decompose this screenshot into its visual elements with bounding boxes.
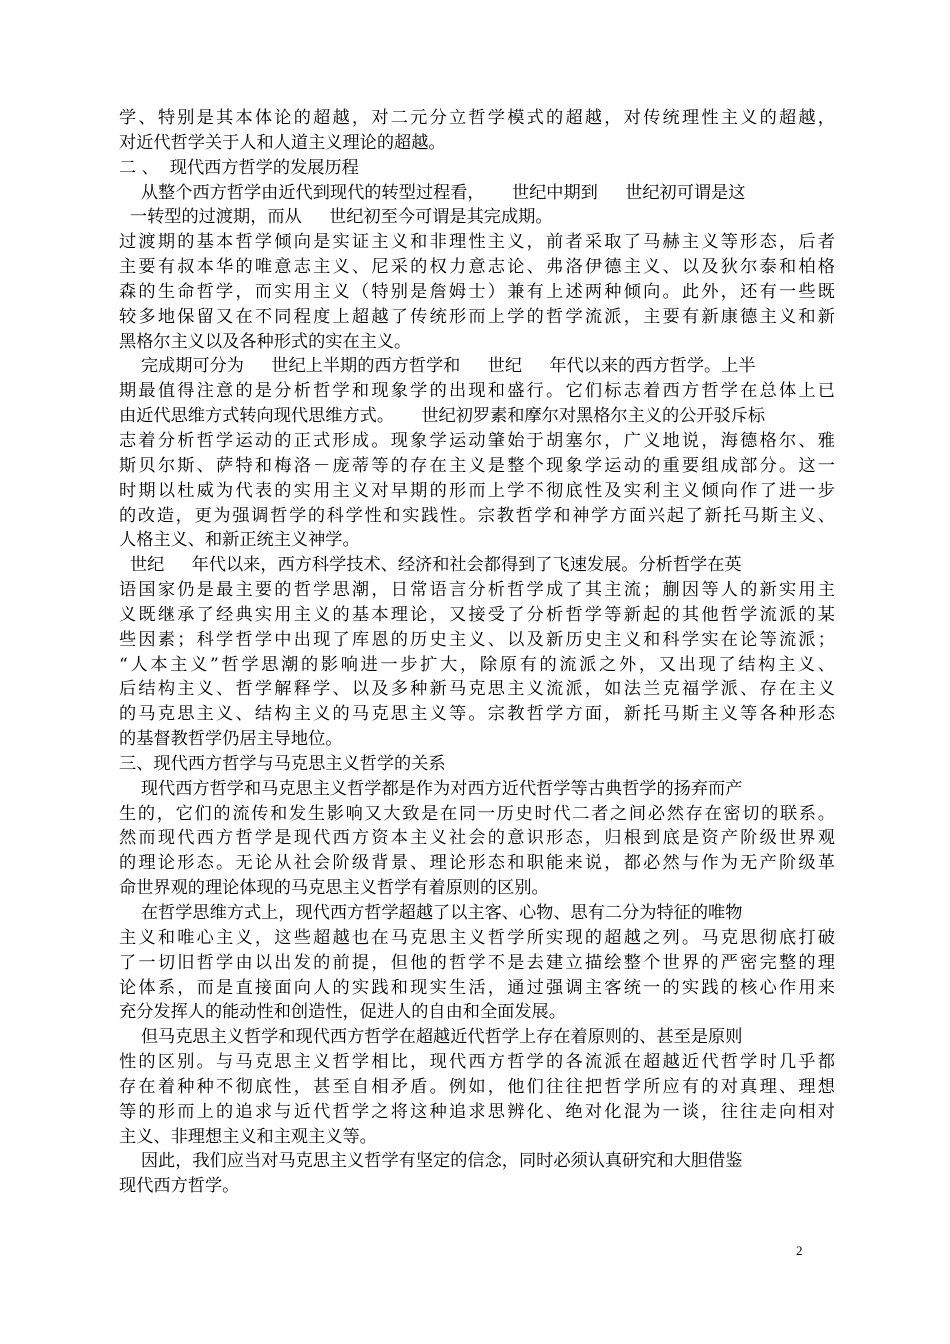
page-number: 2	[796, 1243, 803, 1258]
text-line: 期最值得注意的是分析哲学和现象学的出现和盛行。它们标志着西方哲学在总体上已	[119, 381, 835, 402]
text-line: 性的区别。与马克思主义哲学相比，现代西方哲学的各流派在超越近代哲学时几乎都	[119, 1052, 835, 1073]
body-text	[119, 106, 835, 1199]
text-line: 的理论形态。无论从社会阶级背景、理论形态和职能来说，都必然与作为无产阶级革	[119, 853, 835, 874]
text-line: 志着分析哲学运动的正式形成。现象学运动肇始于胡塞尔，广义地说，海德格尔、雅	[119, 430, 835, 451]
text-line: 三、现代西方哲学与马克思主义哲学的关系	[119, 753, 446, 774]
text-line: 对近代哲学关于人和人道主义理论的超越。	[119, 132, 446, 153]
text-line: 因此，我们应当对马克思主义哲学有坚定的信念，同时必须认真研究和大胆借鉴	[119, 1151, 743, 1172]
text-line: 义既继承了经典实用主义的基本理论，又接受了分析哲学等新起的其他哲学流派的某	[119, 604, 835, 625]
text-line: 但马克思主义哲学和现代西方哲学在超越近代哲学上存在着原则的、甚至是原则	[119, 1027, 743, 1048]
text-line: 由近代思维方式转向现代思维方式。 世纪初罗素和摩尔对黑格尔主义的公开驳斥标	[119, 406, 766, 427]
text-line: “人本主义”哲学思潮的影响进一步扩大，除原有的流派之外，又出现了结构主义、	[119, 654, 835, 675]
text-line: 论体系，而是直接面向人的实践和现实生活，通过强调主客统一的实践的核心作用来	[119, 977, 835, 998]
text-line: 些因素；科学哲学中出现了库恩的历史主义、以及新历史主义和科学实在论等流派；	[119, 629, 835, 650]
text-line: 等的形而上的追求与近代哲学之将这种追求思辨化、绝对化混为一谈，往往走向相对	[119, 1101, 835, 1122]
text-line: 从整个西方哲学由近代到现代的转型过程看， 世纪中期到 世纪初可谓是这	[119, 182, 746, 203]
text-line: 完成期可分为 世纪上半期的西方哲学和 世纪 年代以来的西方哲学。上半	[119, 356, 756, 377]
text-line: 一转型的过渡期，而从 世纪初至今可谓是其完成期。	[119, 207, 553, 228]
text-line: 时期以杜威为代表的实用主义对早期的形而上学不彻底性及实利主义倾向作了进一步	[119, 480, 835, 501]
text-line: 主义和唯心主义，这些超越也在马克思主义哲学所实现的超越之列。马克思彻底打破	[119, 927, 835, 948]
text-line: 然而现代西方哲学是现代西方资本主义社会的意识形态，归根到底是资产阶级世界观	[119, 828, 835, 849]
text-line: 主义、非理想主义和主观主义等。	[119, 1126, 377, 1147]
text-line: 过渡期的基本哲学倾向是实证主义和非理性主义，前者采取了马赫主义等形态，后者	[119, 232, 835, 253]
text-line: 人格主义、和新正统主义神学。	[119, 530, 360, 551]
text-line: 现代西方哲学。	[119, 1176, 240, 1197]
text-line: 二 、 现代西方哲学的发展历程	[119, 157, 359, 178]
text-line: 生的，它们的流传和发生影响又大致是在同一历史时代二者之间必然存在密切的联系。	[119, 803, 835, 824]
text-line: 斯贝尔斯、萨特和梅洛－庞蒂等的存在主义是整个现象学运动的重要组成部分。这一	[119, 455, 835, 476]
text-line: 世纪 年代以来，西方科学技术、经济和社会都得到了飞速发展。分析哲学在英	[119, 555, 742, 576]
text-line: 黑格尔主义以及各种形式的实在主义。	[119, 331, 412, 352]
text-line: 命世界观的理论体现的马克思主义哲学有着原则的区别。	[119, 878, 549, 899]
text-line: 学、特别是其本体论的超越，对二元分立哲学模式的超越，对传统理性主义的超越，	[119, 108, 835, 128]
text-line: 较多地保留又在不同程度上超越了传统形而上学的哲学流派，主要有新康德主义和新	[119, 306, 835, 327]
text-line: 存在着种种不彻底性，甚至自相矛盾。例如，他们往往把哲学所应有的对真理、理想	[119, 1076, 835, 1097]
text-line: 充分发挥人的能动性和创造性，促进人的自由和全面发展。	[119, 1002, 566, 1023]
text-line: 的改造，更为强调哲学的科学性和实践性。宗教哲学和神学方面兴起了新托马斯主义、	[119, 505, 835, 526]
text-line: 现代西方哲学和马克思主义哲学都是作为对西方近代哲学等古典哲学的扬弃而产	[119, 778, 743, 799]
text-line: 森的生命哲学，而实用主义（特别是詹姆士）兼有上述两种倾向。此外，还有一些既	[119, 281, 835, 302]
text-line: 在哲学思维方式上，现代西方哲学超越了以主客、心物、思有二分为特征的唯物	[119, 903, 743, 923]
text-line: 主要有叔本华的唯意志主义、尼采的权力意志论、弗洛伊德主义、以及狄尔泰和柏格	[119, 257, 835, 278]
text-line: 的基督教哲学仍居主导地位。	[119, 729, 343, 750]
text-line: 的马克思主义、结构主义的马克思主义等。宗教哲学方面，新托马斯主义等各种形态	[119, 704, 835, 725]
text-line: 后结构主义、哲学解释学、以及多种新马克思主义流派，如法兰克福学派、存在主义	[119, 679, 835, 700]
text-line: 了一切旧哲学由以出发的前提，但他的哲学不是去建立描绘整个世界的严密完整的理	[119, 952, 835, 973]
text-line: 语国家仍是最主要的哲学思潮，日常语言分析哲学成了其主流；蒯因等人的新实用主	[119, 580, 835, 601]
